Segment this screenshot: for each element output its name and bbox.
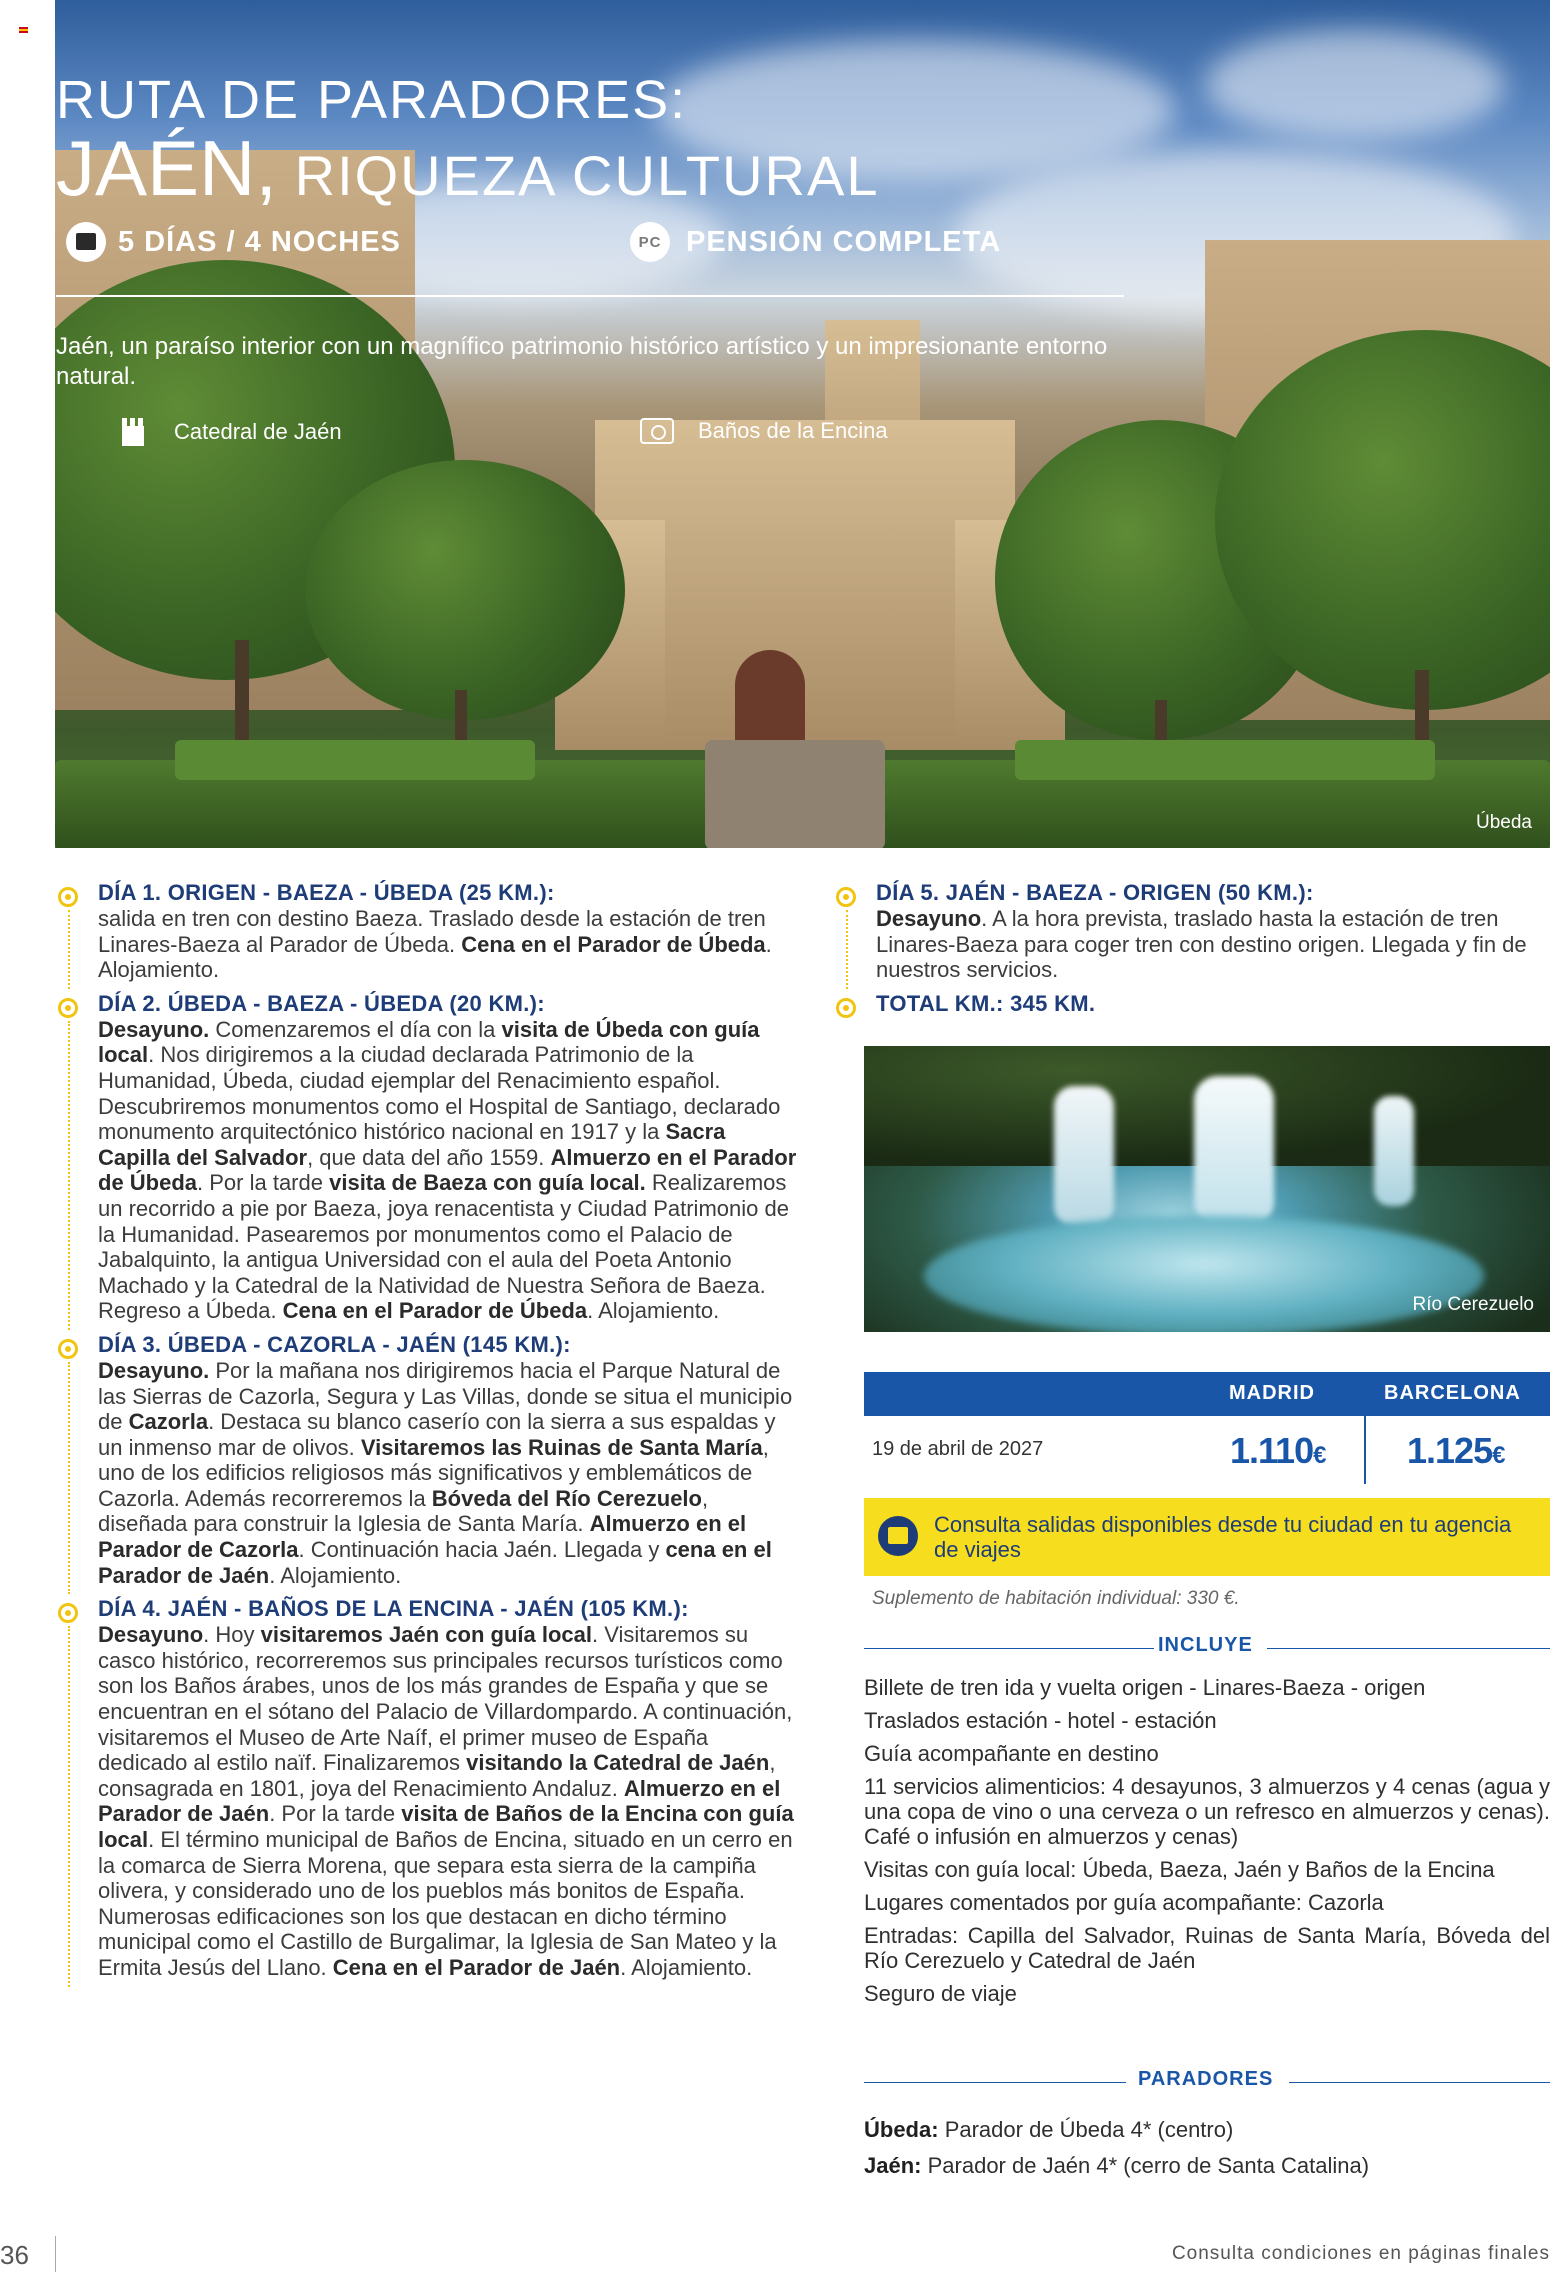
incluye-item: Billete de tren ida y vuelta origen - Linares-Baeza - origen (864, 1675, 1426, 1700)
day-connector (68, 1626, 70, 1986)
price-col-madrid: MADRID (1229, 1382, 1315, 1404)
itinerary-right (836, 880, 1546, 1017)
duration-badge (66, 222, 401, 262)
price-date: 19 de abril de 2027 (872, 1438, 1044, 1460)
day-bullet-icon (58, 998, 78, 1018)
photo2-caption: Río Cerezuelo (1412, 1294, 1534, 1315)
paradores-title: PARADORES (1138, 2068, 1274, 2090)
page-number: 36 (0, 2240, 29, 2270)
footer-note: Consulta condiciones en páginas finales (1171, 2243, 1550, 2264)
incluye-title: INCLUYE (1158, 1634, 1253, 1656)
day-description: salida en tren con destino Baeza. Traslado desde la estación de tren Linares-Baeza al Parador de Úbeda. Cena en el Parador de Úbeda. Alojamiento. (98, 906, 772, 983)
day-title: DÍA 2. ÚBEDA - BAEZA - ÚBEDA (20 KM.): (98, 990, 545, 1016)
itinerary-day (836, 880, 1546, 983)
calendar-icon (66, 222, 106, 262)
price-divider (1364, 1416, 1366, 1484)
hero-caption: Úbeda (1476, 812, 1532, 833)
itinerary-day (58, 1332, 798, 1588)
day-title: DÍA 5. JAÉN - BAEZA - ORIGEN (50 KM.): (876, 880, 1314, 905)
day-bullet-icon (836, 998, 856, 1018)
rio-cerezuelo-photo (864, 1046, 1550, 1332)
parador-item (864, 2112, 1550, 2148)
day-connector (846, 910, 848, 989)
camera-icon (640, 418, 674, 444)
parador-name: Parador de Úbeda 4* (centro) (944, 2117, 1234, 2142)
day-description: Desayuno. Hoy visitaremos Jaén con guía local. Visitaremos su casco histórico, recorreremos sus principales recursos turísticos como son los Baños árabes, unos de los más grandes de España y que se encuentran en el sótano del Palacio de Villardompardo. A continuación, visitaremos el Museo de Arte Naíf, el primer museo de España dedicado al estilo naïf. Finalizaremos visitando la Catedral de Jaén, consagrada en 1801, joya del Renacimiento Andaluz. Almuerzo en el Parador de Jaén. Por la tarde visita de Baños de la Encina con guía local. El término municipal de Baños de Encina, situado en un cerro en la comarca de Sierra Morena, que separa esta sierra de la campiña olivera, y considerado uno de los pueblos más bonitos de España. Numerosas edificaciones son los que destacan en dicho término municipal como el Castillo de Burgalimar, la Iglesia de San Mateo y la Ermita Jesús del Llano. Cena en el Parador de Jaén. Alojamiento. (98, 1622, 794, 1980)
pension-badge (630, 222, 1001, 262)
paradores-header (864, 2068, 1550, 2096)
incluye-item: Lugares comentados por guía acompañante: Cazorla (864, 1890, 1384, 1915)
poi-catedral (122, 418, 342, 446)
calendar-icon (878, 1516, 918, 1556)
incluye-item: Entradas: Capilla del Salvador, Ruinas de Santa María, Bóveda del Río Cerezuelo y Catedral de Jaén (864, 1923, 1550, 1973)
itinerary-left (58, 880, 798, 1989)
paradores-list (864, 2112, 1550, 2184)
price-row (864, 1416, 1550, 1488)
day-description: Desayuno. Comenzaremos el día con la visita de Úbeda con guía local. Nos dirigiremos a la ciudad declarada Patrimonio de la Humanidad, Úbeda, ciudad ejemplar del Renacimiento español. Descubriremos monumentos como el Hospital de Santiago, declarado monumento arquitectónico histórico nacional en 1917 y la Sacra Capilla del Salvador, que data del año 1559. Almuerzo en el Parador de Úbeda. Por la tarde visita de Baeza con guía local. Realizaremos un recorrido a pie por Baeza, joya renacentista y Ciudad Patrimonio de la Humanidad. Pasearemos por monumentos como el Palacio de Jabalquinto, la antigua Universidad con el aula del Poeta Antonio Machado y la Catedral de la Natividad de Nuestra Señora de Baeza. Regreso a Úbeda. Cena en el Parador de Úbeda. Alojamiento. (98, 1016, 797, 1324)
hero-title-small: RIQUEZA CULTURAL (277, 144, 880, 207)
total-km-text: TOTAL KM.: 345 KM. (876, 990, 1096, 1016)
day-connector (68, 1362, 70, 1594)
incluye-item: Visitas con guía local: Úbeda, Baeza, Jaén y Baños de la Encina (864, 1857, 1495, 1882)
incluye-item: Seguro de viaje (864, 1981, 1017, 2006)
total-km (836, 991, 1546, 1017)
flag-icon (19, 27, 28, 33)
itinerary-day (58, 1596, 798, 1980)
day-bullet-icon (58, 887, 78, 907)
hero-description: Jaén, un paraíso interior con un magnífico patrimonio histórico artístico y un impresionante entorno natural. (56, 333, 1108, 390)
parador-item (864, 2148, 1550, 2184)
pc-icon: PC (630, 222, 670, 262)
day-title: DÍA 4. JAÉN - BAÑOS DE LA ENCINA - JAÉN (105 KM.): (98, 1596, 689, 1622)
parador-city: Jaén: (864, 2153, 922, 2178)
price-col-barcelona: BARCELONA (1384, 1382, 1521, 1404)
incluye-list (864, 1675, 1550, 2014)
day-description: Desayuno. A la hora prevista, traslado hasta la estación de tren Linares-Baeza para coger tren con destino origen. Llegada y fin de nuestros servicios. (876, 906, 1527, 983)
day-bullet-icon (58, 1339, 78, 1359)
incluye-item: Guía acompañante en destino (864, 1741, 1159, 1766)
itinerary-day (58, 880, 798, 983)
parador-name: Parador de Jaén 4* (cerro de Santa Catalina) (927, 2153, 1370, 2178)
price-barcelona: 1.125€ (1407, 1430, 1505, 1471)
price-madrid: 1.110€ (1230, 1430, 1326, 1471)
day-description: Desayuno. Por la mañana nos dirigiremos hacia el Parque Natural de las Sierras de Cazorla, Segura y Las Villas, donde se situa el municipio de Cazorla. Destaca su blanco caserío con la sierra a sus espaldas y un inmenso mar de olivos. Visitaremos las Ruinas de Santa María, uno de los edificios religiosos más significativos y emblemáticos de Cazorla. Además recorreremos la Bóveda del Río Cerezuelo, diseñada para construir la Iglesia de Santa María. Almuerzo en el Parador de Cazorla. Continuación hacia Jaén. Llegada y cena en el Parador de Jaén. Alojamiento. (98, 1357, 793, 1588)
day-title: DÍA 1. ORIGEN - BAEZA - ÚBEDA (25 KM.): (98, 880, 555, 905)
day-connector (68, 910, 70, 989)
footer-divider (55, 2236, 56, 2272)
castle-icon (122, 418, 144, 446)
incluye-item: 11 servicios alimenticios: 4 desayunos, 3 almuerzos y 4 cenas (agua y una copa de vino o una cerveza o un refresco en almuerzos y cenas). Café o infusión en almuerzos y cenas) (864, 1774, 1550, 1849)
hero-title-big: JAÉN, (56, 124, 278, 212)
pension-text: PENSIÓN COMPLETA (686, 225, 1002, 258)
poi-banos-label: Baños de la Encina (698, 418, 888, 443)
hero-title-line1: RUTA DE PARADORES: (56, 70, 688, 130)
supplement-note: Suplemento de habitación individual: 330 €. (872, 1588, 1240, 1609)
poi-catedral-label: Catedral de Jaén (174, 419, 342, 444)
consulta-banner (864, 1498, 1550, 1576)
day-bullet-icon (836, 887, 856, 907)
hero-divider (56, 295, 1124, 297)
hero-title-main (56, 124, 880, 216)
incluye-header (864, 1634, 1550, 1662)
duration-text: 5 DÍAS / 4 NOCHES (118, 225, 401, 258)
itinerary-day (58, 991, 798, 1324)
incluye-item: Traslados estación - hotel - estación (864, 1708, 1217, 1733)
consulta-text: Consulta salidas disponibles desde tu ciudad en tu agencia de viajes (934, 1512, 1512, 1562)
parador-city: Úbeda: (864, 2117, 939, 2142)
day-bullet-icon (58, 1603, 78, 1623)
price-table-header (864, 1372, 1550, 1416)
day-title: DÍA 3. ÚBEDA - CAZORLA - JAÉN (145 KM.): (98, 1331, 571, 1357)
poi-banos (640, 418, 888, 444)
day-connector (68, 1021, 70, 1330)
